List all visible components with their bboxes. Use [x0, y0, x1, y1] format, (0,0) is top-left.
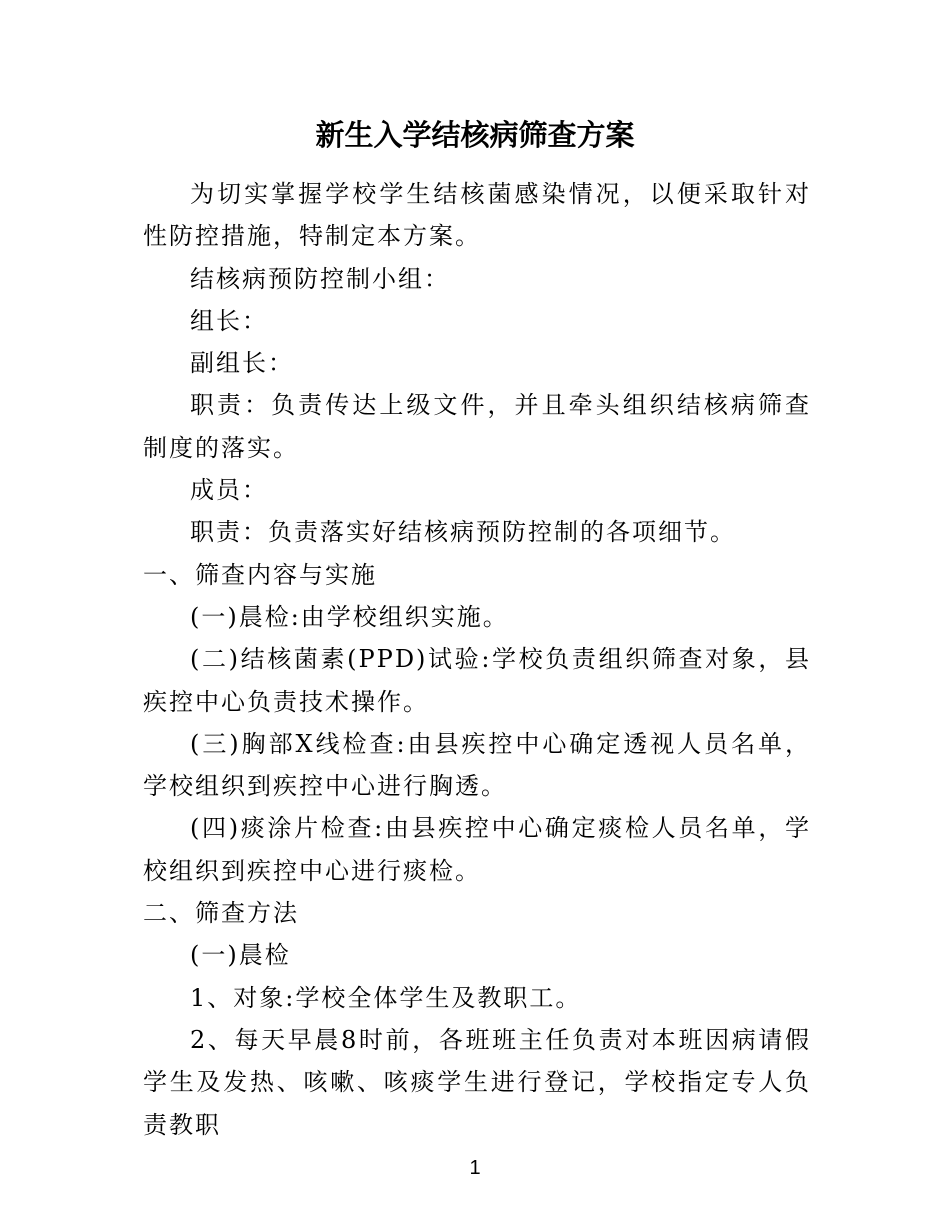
document-title: 新生入学结核病筛查方案	[315, 118, 635, 152]
paragraph-member-duty: 职责：负责落实好结核病预防控制的各项细节。	[190, 518, 736, 547]
paragraph-item-2: (二)结核菌素(PPD)试验:学校负责组织筛查对象，县疾控中心负责技术操作。	[143, 645, 811, 716]
paragraph-item-4: (四)痰涂片检查:由县疾控中心确定痰检人员名单，学校组织到疾控中心进行痰检。	[143, 814, 811, 885]
paragraph-leader-duty: 职责：负责传达上级文件，并且牵头组织结核病筛查制度的落实。	[143, 391, 811, 462]
paragraph-item-1: (一)晨检:由学校组织实施。	[190, 602, 509, 631]
section-heading-content: 一、筛查内容与实施	[143, 560, 377, 589]
paragraph-method-2: 2、每天早晨8时前，各班班主任负责对本班因病请假学生及发热、咳嗽、咳痰学生进行登记，学校指定专人负责教职	[143, 1025, 811, 1139]
page-number: 1	[469, 1157, 481, 1179]
paragraph-method-1: 1、对象:学校全体学生及教职工。	[190, 983, 582, 1012]
paragraph-group-heading: 结核病预防控制小组：	[190, 264, 450, 293]
paragraph-deputy-leader: 副组长：	[190, 349, 294, 378]
document-body	[143, 173, 811, 1146]
paragraph-item-3: (三)胸部X线检查:由县疾控中心确定透视人员名单，学校组织到疾控中心进行胸透。	[143, 729, 811, 801]
paragraph-members: 成员：	[190, 476, 268, 505]
subheading-morning-check: (一)晨检	[190, 941, 291, 970]
paragraph-leader: 组长：	[190, 306, 268, 335]
section-heading-method: 二、筛查方法	[143, 899, 299, 928]
paragraph-intro: 为切实掌握学校学生结核菌感染情况，以便采取针对性防控措施，特制定本方案。	[143, 180, 811, 251]
